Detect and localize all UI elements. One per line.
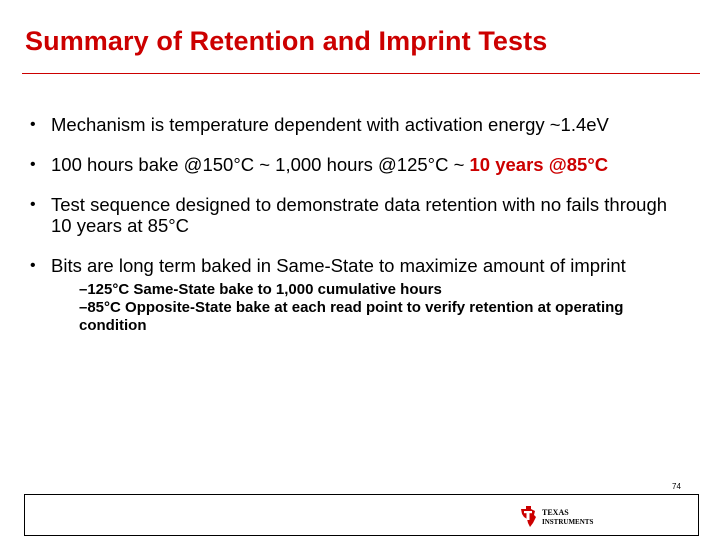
logo-word-texas: TEXAS	[542, 508, 569, 517]
ti-state-icon	[518, 503, 618, 529]
title-divider	[22, 73, 700, 74]
bullet-text: Test sequence designed to demonstrate data retention with no fails through 10 years at 85°C	[51, 194, 668, 236]
bullet-list	[30, 114, 680, 354]
bullet-text: Bits are long term baked in Same-State to maximize amount of imprint	[51, 255, 626, 276]
sub-bullet-item: –125°C Same-State bake to 1,000 cumulative hours	[79, 281, 442, 298]
bullet-text: Mechanism is temperature dependent with activation energy ~1.4eV	[51, 114, 609, 135]
page-number: 74	[672, 482, 681, 491]
logo-word-instruments: INSTRUMENTS	[542, 518, 594, 526]
slide-title: Summary of Retention and Imprint Tests	[25, 26, 548, 56]
bullet-text: 100 hours bake @150°C ~ 1,000 hours @125°C ~	[51, 154, 470, 175]
bullet-dot-icon: •	[30, 196, 36, 213]
sub-bullet-item: –85°C Opposite-State bake at each read point to verify retention at operating condition	[79, 299, 624, 334]
bullet-dot-icon: •	[30, 257, 36, 274]
bullet-highlight: 10 years @85°C	[469, 154, 609, 175]
texas-instruments-logo	[518, 503, 618, 529]
sub-bullet-list	[79, 281, 680, 335]
bullet-item	[30, 154, 680, 175]
bullet-item	[30, 194, 680, 236]
bullet-dot-icon: •	[30, 116, 36, 133]
bullet-item	[30, 114, 680, 135]
bullet-dot-icon: •	[30, 156, 36, 173]
bullet-item	[30, 255, 680, 335]
